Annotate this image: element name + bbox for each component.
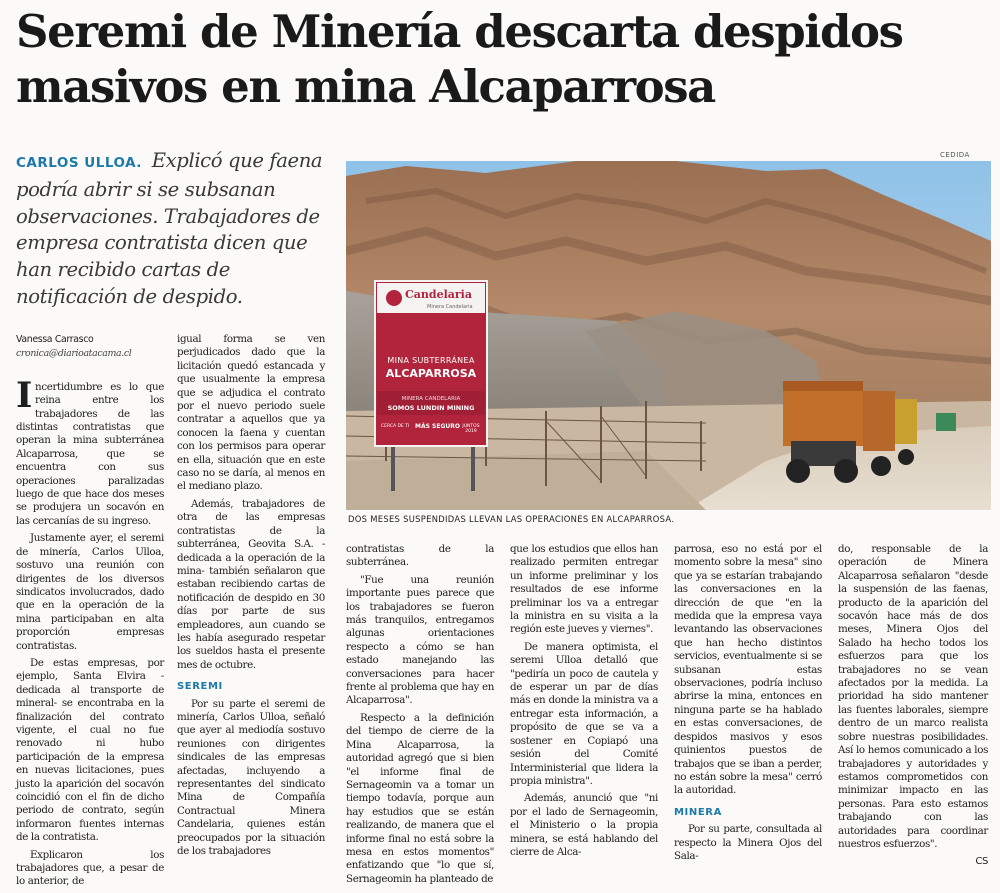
paragraph: De manera optimista, el seremi Ulloa detalló que "pediría un poco de cautela y de esperar un par de días más en donde la ministra va a entregar esta información, a propósito de que se va a sostener en Copiapó una sesión del Comité Interministerial que lidera la propia ministra".	[510, 640, 658, 787]
headline-line-1: Seremi de Minería descarta despidos	[16, 5, 903, 58]
article-column-1	[16, 333, 164, 893]
sign-brand-sub: Minera Candelaria	[427, 304, 473, 310]
lead-summary	[16, 148, 328, 311]
paragraph: parrosa, eso no está por el momento sobre la mesa" sino que ya se estarían trabajando las conversaciones en la dirección de que "en la medida que la empresa vaya levantando las observaciones que han hecho distintos servicios, eventualmente si se subsanan estas observaciones, podría incluso abrirse la mina, entonces en ninguna parte se ha hablado en estas conversaciones, de despidos masivos y esos quinientos puestos de trabajos que se iban a perder, no están sobre la mesa" cerró la autoridad.	[674, 543, 822, 797]
photo-caption: DOS MESES SUSPENDIDAS LLEVAN LAS OPERACIONES EN ALCAPARROSA.	[348, 514, 675, 524]
paragraph: Además, anunció que "ni por el lado de Sernageomin, el Ministerio o la propia minera, se está hablando del cierre de Alca-	[510, 792, 658, 858]
article-column-3	[346, 543, 494, 890]
paragraph: do, responsable de la operación de Minera Alcaparrosa señalaron "desde la suspensión de las faenas, producto de la aparición del socavón hace más de dos meses, Minera Ojos del Salado ha hecho todos los esfuerzos para que los trabajadores no se vean afectados por la medida. La prioridad ha sido mantener las fuentes laborales, siempre dentro de un marco realista sobre nuestras posibilidades. Así lo hemos comunicado a los trabajadores y autoridades y estamos comprometidos con minimizar impacto en las personas. Para esto estamos trabajando con las autoridades para coordinar nuestros esfuerzos".	[838, 543, 988, 850]
sign-small-right: JUNTOS 2019	[462, 424, 480, 434]
paragraph: contratistas de la subterránea.	[346, 543, 494, 569]
paragraph: igual forma se ven perjudicados dado que la licitación quedó estancada y que usualmente la empresa que se adjudica el contrato por el nuevo periodo suele contratar a aquellos que ya conocen la faena y cuentan con los permisos para operar en ella, situación que en este caso no se daría, al menos en el mediano plazo.	[177, 333, 325, 493]
paragraph: De estas empresas, por ejemplo, Santa Elvira -dedicada al transporte de mineral- se encontraba en la finalización del contrato vigente, el cual no fue renovado ni hubo participación de la empresa en nuevas licitaciones, pues justo la aparición del socavón coincidió con el fin de dicho periodo de contrato, según informaron fuentes internas de la contratista.	[16, 656, 164, 844]
paragraph: que los estudios que ellos han realizado permiten entregar un informe preliminar y los resultados de ese informe preliminar los va a entregar la ministra en su visita a la región este jueves y viernes".	[510, 543, 658, 636]
subhead-minera: MINERA	[674, 806, 722, 818]
sign-line-1: MINA SUBTERRÁNEA	[387, 356, 475, 365]
paragraph: Por su parte, consultada al respecto la Minera Ojos del Sala-	[674, 823, 822, 862]
paragraph: Justamente ayer, el seremi de minería, Carlos Ulloa, sostuvo una reunión con dirigentes de los diversos sindicatos involucrados, dado que en la operación de la mina participaban en alta proporción empresas contratistas.	[16, 532, 164, 652]
article-column-5	[674, 543, 822, 867]
sign-small-mid: MÁS SEGURO	[415, 423, 460, 430]
paragraph: Respecto a la definición del tiempo de cierre de la Mina Alcaparrosa, la autoridad agregó que si bien "el informe final de Sernageomin va a tomar un tiempo todavía, porque aun hay estudios que se están realizando, de manera que el informe final no está sobre la mesa en estos momentos" enfatizando que "lo que sí, Sernageomin ha planteado de	[346, 711, 494, 885]
sign-footer-line-2: SOMOS LUNDIN MINING	[387, 404, 475, 412]
paragraph: Explicaron los trabajadores que, a pesar de lo anterior, de	[16, 848, 164, 888]
headline-line-2: masivos en mina Alcaparrosa	[16, 60, 715, 113]
byline-name: Vanessa Carrasco	[16, 334, 94, 345]
article-photo	[346, 161, 991, 510]
paragraph: Por su parte el seremi de minería, Carlos Ulloa, señaló que ayer al mediodía sostuvo reuniones con dirigentes sindicales de las empresas afectadas, incluyendo a representantes del sindicato Mina de Compañía Contractual Minera Candelaria, quienes están preocupados por la situación de los trabajadores	[177, 697, 325, 858]
subhead-seremi: SEREMI	[177, 681, 223, 693]
photo-credit: CEDIDA	[940, 151, 970, 159]
byline-email: cronica@diarioatacama.cl	[16, 348, 132, 360]
lead-text: Explicó que faena podría abrir si se subsanan observaciones. Trabajadores de empresa contratista dicen que han recibido cartas de notificación de despido.	[16, 149, 323, 308]
article-column-2	[177, 333, 325, 862]
article-column-4	[510, 543, 658, 863]
sign-brand: Candelaria	[405, 288, 472, 301]
paragraph: Incertidumbre es lo que reina entre los trabajadores de las distintas contratistas que operan la mina subterránea Alcaparrosa, que se encuentra con sus operaciones paralizadas luego de que hace dos meses se produjera un socavón en las cercanías de su ingreso.	[16, 374, 164, 527]
article-column-6	[838, 543, 988, 869]
paragraph: "Fue una reunión importante pues parece que los trabajadores se fueron más tranquilos, entregamos algunas orientaciones respecto a cómo se han estado manejando las conversaciones para hacer frente al problema que hay en Alcaparrosa".	[346, 573, 494, 707]
mine-sign	[377, 284, 485, 444]
sign-small-left: CERCA DE TI	[381, 424, 410, 429]
sign-line-2: ALCAPARROSA	[385, 367, 477, 380]
paragraph: Además, trabajadores de otra de las empresas contratistas de la subterránea, Geovita S.A. - dedicada a la operación de la mina- también señalaron que estaban recibiendo cartas de notificación de despido en 30 días por parte de sus empleadores, aun cuando se les había asegurado respetar los sueldos hasta el presente mes de octubre.	[177, 497, 325, 671]
sign-footer-line-1: MINERA CANDELARIA	[401, 396, 461, 402]
headline	[16, 4, 991, 114]
lead-author: CARLOS ULLOA.	[16, 155, 142, 171]
end-mark: CS	[975, 856, 988, 868]
